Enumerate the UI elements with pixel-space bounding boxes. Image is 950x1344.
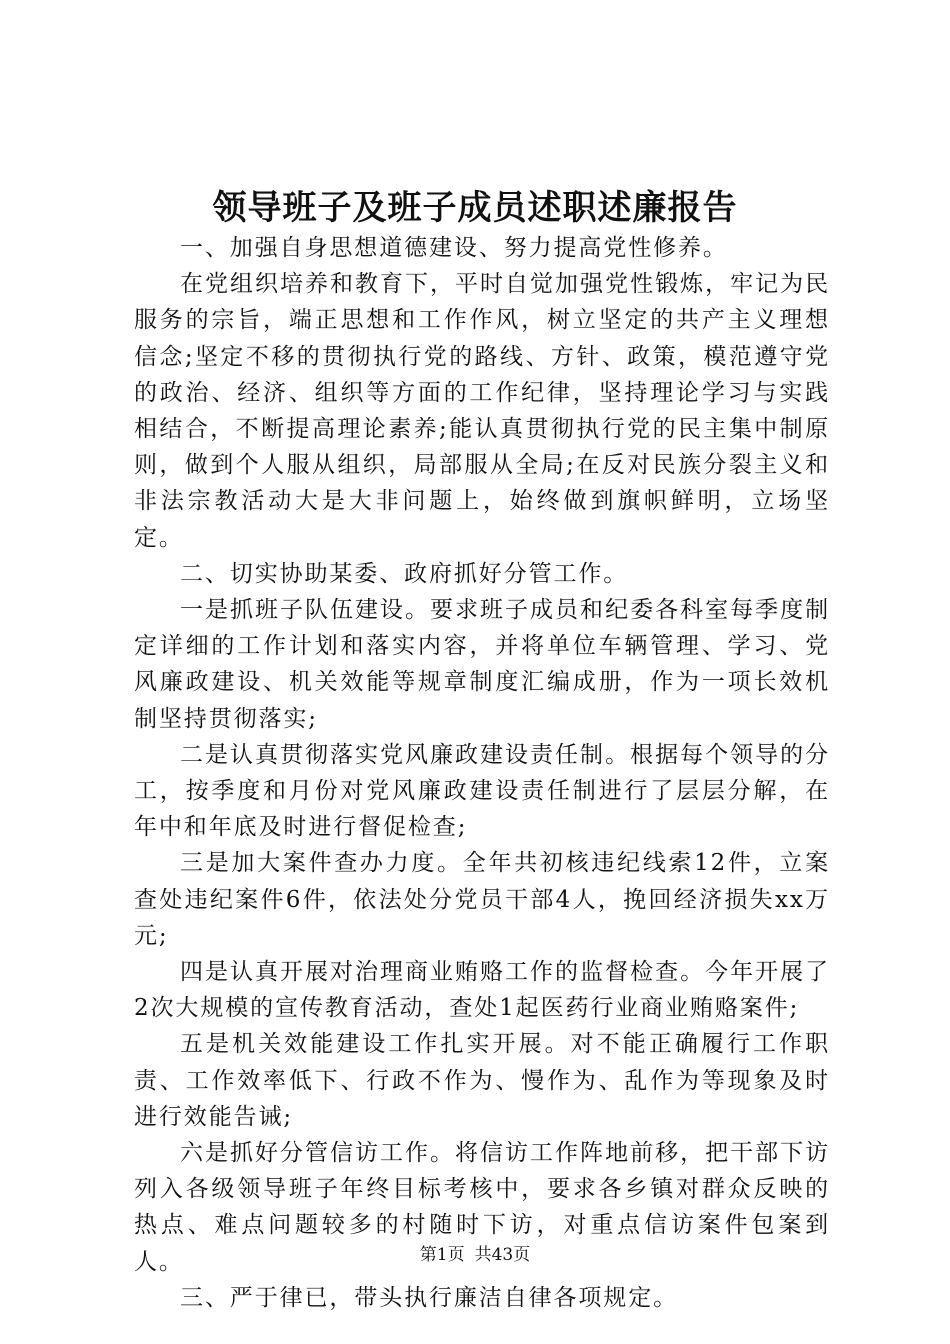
paragraph-commercial-bribery: 四是认真开展对治理商业贿赂工作的监督检查。今年开展了2次大规模的宣传教育活动，查处1起医药行业商业贿赂案件; (134, 959, 830, 1022)
paragraph-petitions: 六是抓好分管信访工作。将信访工作阵地前移，把干部下访列入各级领导班子年终目标考核中，要求各乡镇对群众反映的热点、难点问题较多的村随时下访，对重点信访案件包案到人。 (134, 1140, 830, 1275)
section-heading-1: 一、加强自身思想道德建设、努力提高党性修养。 (180, 235, 728, 261)
paragraph-efficiency: 五是机关效能建设工作扎实开展。对不能正确履行工作职责、工作效率低下、行政不作为、慢作为、乱作为等现象及时进行效能告诫; (134, 1031, 830, 1130)
paragraph-party-discipline: 在党组织培养和教育下，平时自觉加强党性锻炼，牢记为民服务的宗旨，端正思想和工作作风，树立坚定的共产主义理想信念;坚定不移的贯彻执行党的路线、方针、政策，模范遵守党的政治、经济、组织等方面的工作纪律，坚持理论学习与实践相结合，不断提高理论素养;能认真贯彻执行党的民主集中制原则，做到个人服从组织，局部服从全局;在反对民族分裂主义和非法宗教活动大是大非问题上，始终做到旗帜鲜明，立场坚定。 (134, 271, 830, 551)
paragraph-case-handling: 三是加大案件查办力度。全年共初核违纪线索12件，立案查处违纪案件6件，依法处分党员干部4人，挽回经济损失xx万元; (134, 850, 830, 949)
paragraph-team-building: 一是抓班子队伍建设。要求班子成员和纪委各科室每季度制定详细的工作计划和落实内容，并将单位车辆管理、学习、党风廉政建设、机关效能等规章制度汇编成册，作为一项长效机制坚持贯彻落实; (134, 597, 830, 732)
document-body (134, 230, 830, 1316)
section-heading-3: 三、严于律已，带头执行廉洁自律各项规定。 (180, 1284, 678, 1311)
page-total: 共43页 (474, 1245, 531, 1265)
page-footer (0, 1243, 950, 1267)
document-title: 领导班子及班子成员述职述廉报告 (212, 188, 738, 228)
section-heading-2: 二、切实协助某委、政府抓好分管工作。 (180, 560, 629, 587)
paragraph-responsibility-system: 二是认真贯彻落实党风廉政建设责任制。根据每个领导的分工，按季度和月份对党风廉政建设责任制进行了层层分解，在年中和年底及时进行督促检查; (134, 741, 830, 841)
page-number: 第1页 (419, 1245, 465, 1265)
